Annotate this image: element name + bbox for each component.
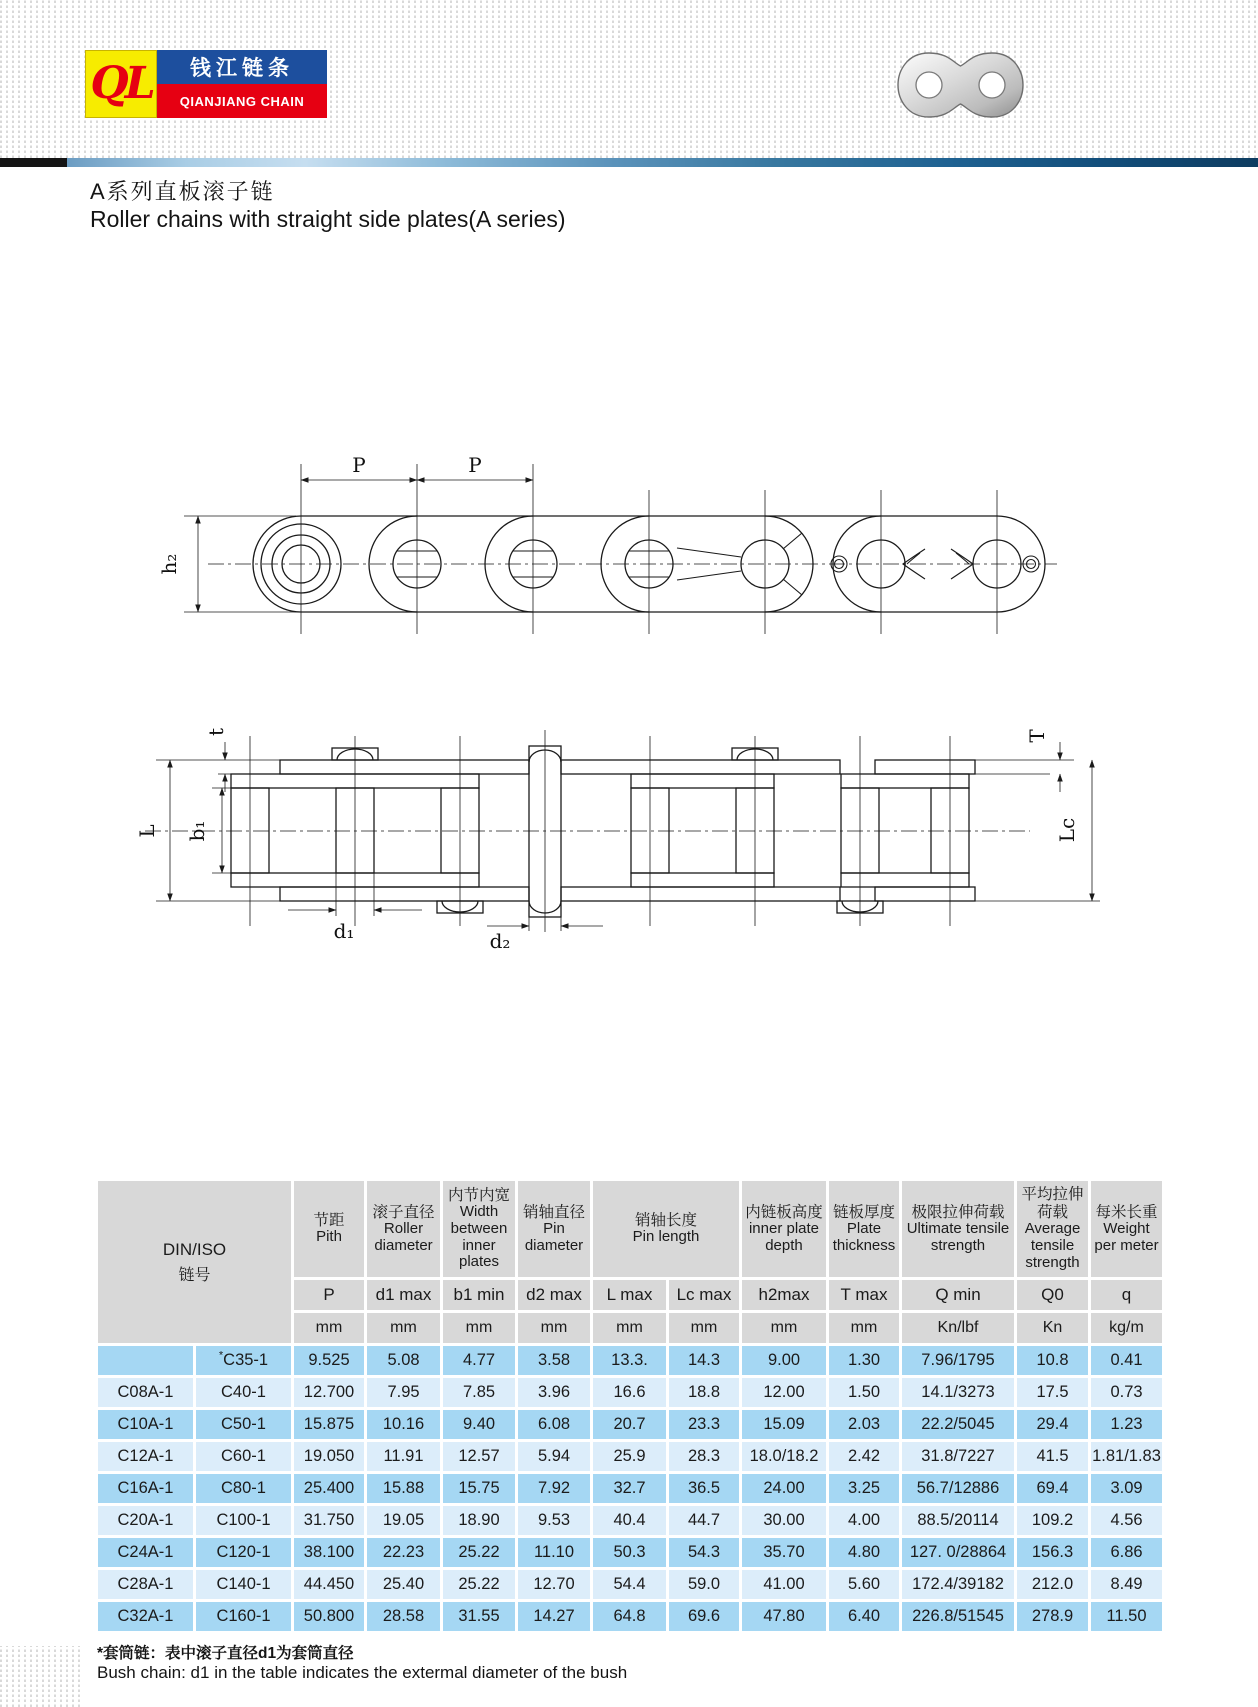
value-cell: 4.56 [1091, 1506, 1162, 1535]
value-cell: 1.50 [829, 1378, 899, 1407]
value-cell: 10.16 [367, 1410, 440, 1439]
value-cell: 9.40 [443, 1410, 515, 1439]
value-cell: 11.91 [367, 1442, 440, 1471]
column-group-header: 链板厚度 Plate thickness [829, 1181, 899, 1277]
dim-label-b1: b₁ [185, 820, 209, 842]
value-cell: 22.2/5045 [902, 1410, 1014, 1439]
iso-cell: C140-1 [196, 1570, 291, 1599]
dim-label-h2: h₂ [157, 553, 181, 575]
value-cell: 14.27 [518, 1602, 590, 1631]
header-texture [0, 0, 1258, 158]
table-body [98, 1346, 1162, 1631]
spec-table [95, 1178, 1165, 1634]
table-row [98, 1570, 1162, 1599]
value-cell: 18.8 [669, 1378, 739, 1407]
value-cell: 19.050 [294, 1442, 364, 1471]
value-cell: 25.22 [443, 1538, 515, 1567]
value-cell: 15.75 [443, 1474, 515, 1503]
value-cell: 7.95 [367, 1378, 440, 1407]
value-cell: 25.400 [294, 1474, 364, 1503]
value-cell: 69.4 [1017, 1474, 1088, 1503]
column-group-header: 平均拉伸荷载 Average tensile strength [1017, 1181, 1088, 1277]
value-cell: 6.08 [518, 1410, 590, 1439]
column-group-header: 极限拉伸荷载 Ultimate tensile strength [902, 1181, 1014, 1277]
page-title-zh: A系列直板滚子链 [90, 179, 275, 204]
iso-cell: C120-1 [196, 1538, 291, 1567]
unit-header: mm [367, 1313, 440, 1343]
side-view-diagram [150, 436, 1070, 641]
value-cell: 24.00 [742, 1474, 826, 1503]
dim-label-d1: d₁ [333, 919, 355, 943]
unit-header: mm [742, 1313, 826, 1343]
value-cell: 64.8 [593, 1602, 666, 1631]
value-cell: 4.77 [443, 1346, 515, 1375]
value-cell: 19.05 [367, 1506, 440, 1535]
company-logo [85, 50, 327, 118]
value-cell: 30.00 [742, 1506, 826, 1535]
value-cell: 44.7 [669, 1506, 739, 1535]
chain-plate-graphic [893, 47, 1028, 123]
value-cell: 35.70 [742, 1538, 826, 1567]
dim-label-d2: d₂ [489, 929, 511, 953]
value-cell: 22.23 [367, 1538, 440, 1567]
value-cell: 2.03 [829, 1410, 899, 1439]
value-cell: 31.55 [443, 1602, 515, 1631]
value-cell: 6.86 [1091, 1538, 1162, 1567]
symbol-header: T max [829, 1280, 899, 1310]
value-cell: 18.90 [443, 1506, 515, 1535]
value-cell: 3.25 [829, 1474, 899, 1503]
value-cell: 1.81/1.83 [1091, 1442, 1162, 1471]
plan-view-diagram [130, 648, 1110, 958]
value-cell: 15.88 [367, 1474, 440, 1503]
value-cell: 2.42 [829, 1442, 899, 1471]
value-cell: 28.58 [367, 1602, 440, 1631]
value-cell: 50.800 [294, 1602, 364, 1631]
dim-label-pitch-2: P [468, 453, 482, 477]
column-group-header: 滚子直径 Roller diameter [367, 1181, 440, 1277]
footer-dots-decoration [0, 1646, 82, 1707]
column-group-header: 每米长重 Weight per meter [1091, 1181, 1162, 1277]
value-cell: 41.00 [742, 1570, 826, 1599]
value-cell: 7.96/1795 [902, 1346, 1014, 1375]
value-cell: 31.750 [294, 1506, 364, 1535]
value-cell: 3.96 [518, 1378, 590, 1407]
divider-blue-gradient [67, 158, 1258, 167]
symbol-header: Lc max [669, 1280, 739, 1310]
value-cell: 278.9 [1017, 1602, 1088, 1631]
iso-cell: C60-1 [196, 1442, 291, 1471]
din-cell: C20A-1 [98, 1506, 193, 1535]
value-cell: 212.0 [1017, 1570, 1088, 1599]
value-cell: 172.4/39182 [902, 1570, 1014, 1599]
symbol-header: b1 min [443, 1280, 515, 1310]
iso-cell: C160-1 [196, 1602, 291, 1631]
dim-label-L: L [135, 824, 159, 838]
column-group-header: 销轴直径 Pin diameter [518, 1181, 590, 1277]
value-cell: 9.525 [294, 1346, 364, 1375]
din-cell: C12A-1 [98, 1442, 193, 1471]
plate-hole-left [916, 72, 942, 98]
symbol-header: Q0 [1017, 1280, 1088, 1310]
value-cell: 10.8 [1017, 1346, 1088, 1375]
value-cell: 8.49 [1091, 1570, 1162, 1599]
plate-hole-right [979, 72, 1005, 98]
value-cell: 14.3 [669, 1346, 739, 1375]
table-row [98, 1378, 1162, 1407]
value-cell: 44.450 [294, 1570, 364, 1599]
din-cell: C32A-1 [98, 1602, 193, 1631]
value-cell: 11.10 [518, 1538, 590, 1567]
value-cell: 156.3 [1017, 1538, 1088, 1567]
value-cell: 31.8/7227 [902, 1442, 1014, 1471]
value-cell: 23.3 [669, 1410, 739, 1439]
table-row [98, 1474, 1162, 1503]
footnote-zh: *套筒链：表中滚子直径d1为套筒直径 [97, 1645, 354, 1662]
din-cell: C08A-1 [98, 1378, 193, 1407]
unit-header: mm [518, 1313, 590, 1343]
value-cell: 226.8/51545 [902, 1602, 1014, 1631]
logo-text [157, 50, 327, 118]
din-cell: C10A-1 [98, 1410, 193, 1439]
unit-header: mm [669, 1313, 739, 1343]
logo-name-en: QIANJIANG CHAIN [157, 84, 327, 118]
column-group-header: 节距 Pith [294, 1181, 364, 1277]
value-cell: 12.70 [518, 1570, 590, 1599]
value-cell: 25.22 [443, 1570, 515, 1599]
value-cell: 36.5 [669, 1474, 739, 1503]
value-cell: 14.1/3273 [902, 1378, 1014, 1407]
unit-header: mm [443, 1313, 515, 1343]
unit-header: mm [829, 1313, 899, 1343]
value-cell: 40.4 [593, 1506, 666, 1535]
value-cell: 69.6 [669, 1602, 739, 1631]
value-cell: 32.7 [593, 1474, 666, 1503]
footnote-en: Bush chain: d1 in the table indicates the extermal diameter of the bush [97, 1663, 628, 1682]
divider-bar [0, 158, 1258, 167]
divider-black-segment [0, 158, 67, 167]
iso-cell: C80-1 [196, 1474, 291, 1503]
value-cell: 28.3 [669, 1442, 739, 1471]
column-group-header: 内链板高度 inner plate depth [742, 1181, 826, 1277]
dim-label-Lc: Lc [1055, 817, 1079, 843]
din-cell: C24A-1 [98, 1538, 193, 1567]
din-cell: C16A-1 [98, 1474, 193, 1503]
logo-monogram-text: QL [90, 58, 152, 109]
symbol-header: L max [593, 1280, 666, 1310]
value-cell: 20.7 [593, 1410, 666, 1439]
unit-header: mm [294, 1313, 364, 1343]
symbol-header: Q min [902, 1280, 1014, 1310]
value-cell: 47.80 [742, 1602, 826, 1631]
footnote-marker: * [218, 1349, 224, 1362]
value-cell: 5.08 [367, 1346, 440, 1375]
table-row [98, 1602, 1162, 1631]
iso-cell: C40-1 [196, 1378, 291, 1407]
symbol-header: h2max [742, 1280, 826, 1310]
iso-cell: C50-1 [196, 1410, 291, 1439]
table-row [98, 1346, 1162, 1375]
value-cell: 54.4 [593, 1570, 666, 1599]
iso-cell: *C35-1 [196, 1346, 291, 1375]
value-cell: 12.57 [443, 1442, 515, 1471]
unit-header: kg/m [1091, 1313, 1162, 1343]
table-row [98, 1410, 1162, 1439]
value-cell: 9.53 [518, 1506, 590, 1535]
value-cell: 17.5 [1017, 1378, 1088, 1407]
value-cell: 0.41 [1091, 1346, 1162, 1375]
value-cell: 25.9 [593, 1442, 666, 1471]
unit-header: mm [593, 1313, 666, 1343]
value-cell: 38.100 [294, 1538, 364, 1567]
value-cell: 4.80 [829, 1538, 899, 1567]
value-cell: 54.3 [669, 1538, 739, 1567]
value-cell: 59.0 [669, 1570, 739, 1599]
value-cell: 13.3. [593, 1346, 666, 1375]
table-row [98, 1442, 1162, 1471]
value-cell: 3.09 [1091, 1474, 1162, 1503]
page-title-en: Roller chains with straight side plates(A series) [90, 206, 566, 232]
value-cell: 18.0/18.2 [742, 1442, 826, 1471]
logo-monogram [85, 50, 157, 118]
value-cell: 29.4 [1017, 1410, 1088, 1439]
table-row [98, 1538, 1162, 1567]
symbol-header: P [294, 1280, 364, 1310]
value-cell: 5.60 [829, 1570, 899, 1599]
value-cell: 109.2 [1017, 1506, 1088, 1535]
iso-cell: C100-1 [196, 1506, 291, 1535]
value-cell: 16.6 [593, 1378, 666, 1407]
logo-name-zh: 钱江链条 [157, 50, 327, 84]
column-group-header: 销轴长度 Pin length [593, 1181, 739, 1277]
unit-header: Kn [1017, 1313, 1088, 1343]
symbol-header: d1 max [367, 1280, 440, 1310]
value-cell: 7.92 [518, 1474, 590, 1503]
value-cell: 127. 0/28864 [902, 1538, 1014, 1567]
value-cell: 1.23 [1091, 1410, 1162, 1439]
value-cell: 5.94 [518, 1442, 590, 1471]
dim-label-T: T [1025, 729, 1049, 743]
value-cell: 1.30 [829, 1346, 899, 1375]
dim-label-t: t [204, 727, 228, 737]
din-cell: C28A-1 [98, 1570, 193, 1599]
unit-header: Kn/lbf [902, 1313, 1014, 1343]
column-group-header: 内节内宽 Width between inner plates [443, 1181, 515, 1277]
value-cell: 11.50 [1091, 1602, 1162, 1631]
value-cell: 15.875 [294, 1410, 364, 1439]
table-row [98, 1506, 1162, 1535]
table-head [98, 1181, 1162, 1343]
value-cell: 41.5 [1017, 1442, 1088, 1471]
value-cell: 88.5/20114 [902, 1506, 1014, 1535]
value-cell: 9.00 [742, 1346, 826, 1375]
value-cell: 15.09 [742, 1410, 826, 1439]
value-cell: 12.00 [742, 1378, 826, 1407]
value-cell: 25.40 [367, 1570, 440, 1599]
din-iso-header: DIN/ISO 链号 [98, 1181, 291, 1343]
value-cell: 50.3 [593, 1538, 666, 1567]
value-cell: 4.00 [829, 1506, 899, 1535]
din-cell [98, 1346, 193, 1375]
value-cell: 56.7/12886 [902, 1474, 1014, 1503]
value-cell: 7.85 [443, 1378, 515, 1407]
value-cell: 0.73 [1091, 1378, 1162, 1407]
dim-label-pitch-1: P [352, 453, 366, 477]
value-cell: 12.700 [294, 1378, 364, 1407]
symbol-header: q [1091, 1280, 1162, 1310]
value-cell: 6.40 [829, 1602, 899, 1631]
symbol-header: d2 max [518, 1280, 590, 1310]
value-cell: 3.58 [518, 1346, 590, 1375]
